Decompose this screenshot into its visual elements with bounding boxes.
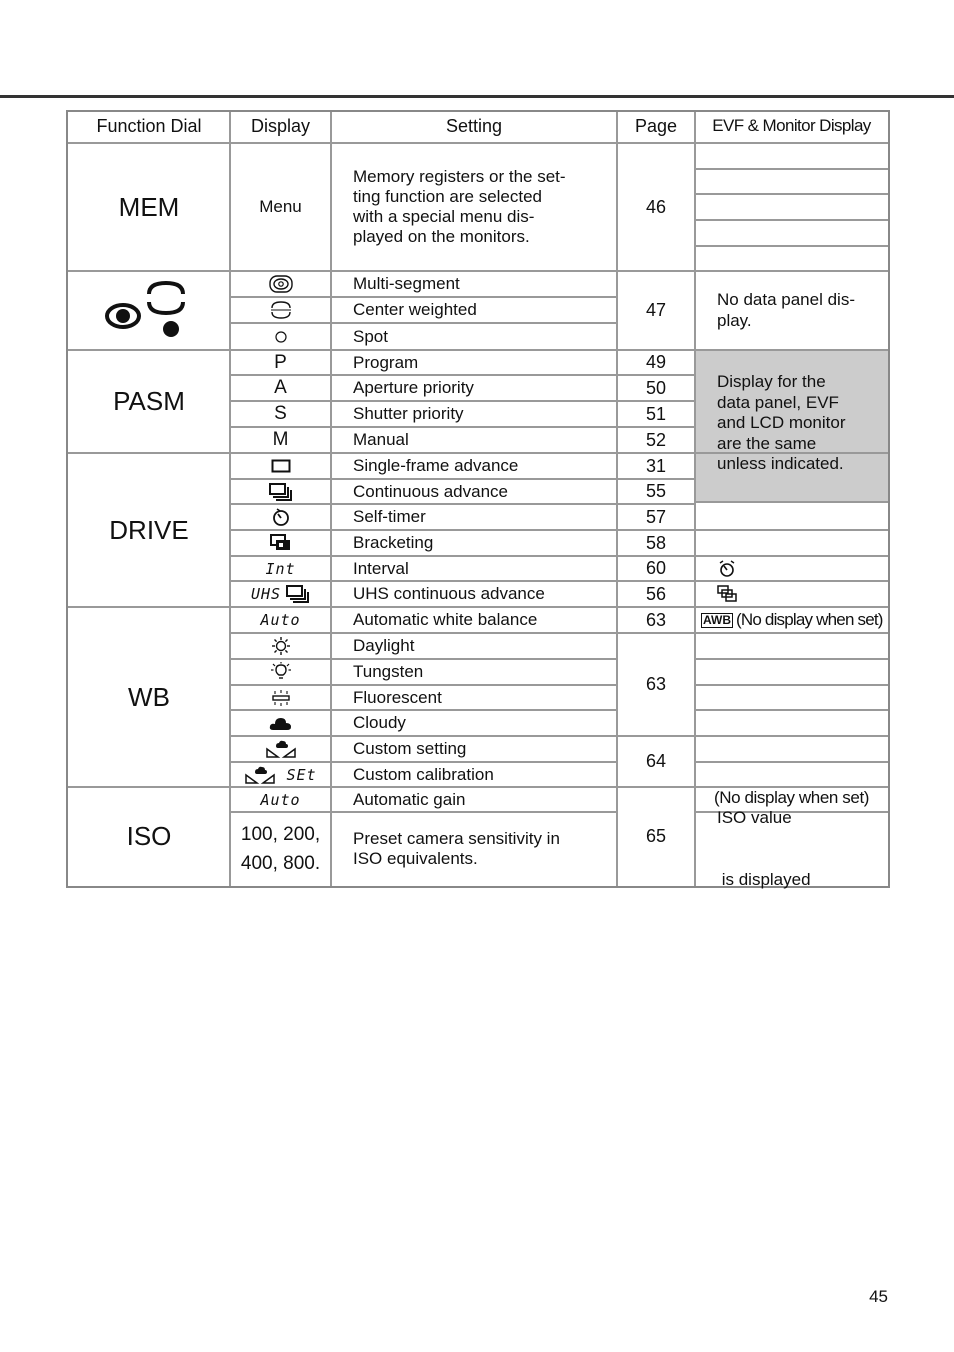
display-p: P [274,351,287,373]
setting-center-weighted: Center weighted [353,300,477,319]
evf-metering-line: play. [717,310,752,330]
daylight-icon [230,633,331,659]
bracketing-icon [230,530,331,556]
header-function-dial: Function Dial [96,116,202,136]
uhs-continuous-icon [286,585,310,603]
display-m: M [272,429,289,450]
setting-mem-line: played on the monitors. [353,227,530,246]
page-aperture: 50 [645,377,667,398]
setting-mem-line: Memory registers or the set- [353,167,566,186]
setting-single-frame: Single-frame advance [353,456,519,475]
self-timer-icon [230,504,331,530]
continuous-advance-icon [230,479,331,504]
setting-iso-presets [331,812,617,886]
display-iso-presets [230,812,331,886]
page-self-timer: 57 [645,506,667,527]
display-menu: Menu [259,197,302,216]
multi-segment-metering-icon [230,271,331,297]
display-uhs [230,581,331,607]
page-shutter: 51 [645,403,667,424]
setting-awb: Automatic white balance [353,610,538,629]
single-frame-icon [230,453,331,479]
setting-cloudy: Cloudy [353,713,406,732]
tungsten-icon [230,659,331,685]
display-custom-calibration [230,762,331,787]
header-display: Display [250,116,311,136]
display-a: A [274,377,287,398]
dial-mem: MEM [118,191,180,222]
iso-setting-line: ISO equivalents. [353,849,478,868]
display-s: S [274,403,287,424]
iso-evf-line: ISO value [717,808,792,827]
fluorescent-icon [230,685,331,710]
setting-spot: Spot [353,326,388,346]
setting-manual: Manual [353,430,409,449]
evf-metering [695,271,888,350]
spot-metering-icon [230,323,331,350]
display-iso-auto: Auto [260,790,301,809]
set-label: SEt [286,765,317,784]
evf-metering-line: No data panel dis- [717,290,855,309]
page-wb-presets: 63 [645,674,667,694]
function-dial-table [66,110,890,888]
setting-program: Program [353,352,419,372]
page-metering: 47 [645,300,667,320]
setting-bracketing: Bracketing [353,533,434,552]
setting-daylight: Daylight [353,636,415,655]
evf-shared-line: Display for the [717,372,826,391]
evf-iso-value [695,808,888,889]
dial-wb: WB [128,681,170,712]
iso-preset-line: 100, 200, [240,824,321,845]
page-mem: 46 [645,196,667,217]
setting-uhs: UHS continuous advance [353,584,545,603]
page-bracketing: 58 [645,532,667,553]
evf-shared-line: unless indicated. [717,454,844,473]
page-number: 45 [869,1287,888,1306]
page-wb-custom: 64 [645,751,667,771]
setting-continuous: Continuous advance [353,481,509,501]
custom-calibration-icon [244,766,276,784]
page-uhs: 56 [645,583,667,604]
uhs-label: UHS [250,585,282,603]
display-wb-auto: Auto [260,611,301,629]
setting-aperture: Aperture priority [353,378,474,397]
page-program: 49 [645,352,667,372]
iso-setting-line: Preset camera sensitivity in [353,829,560,848]
center-weighted-metering-icon [230,297,331,323]
setting-interval: Interval [353,558,409,578]
evf-shared-line: and LCD monitor [717,413,846,432]
dial-pasm: PASM [113,386,185,416]
awb-badge: AWB [703,612,731,627]
setting-multi-segment: Multi-segment [353,274,460,293]
page-single-frame: 31 [645,455,667,476]
page-interval: 60 [645,558,667,578]
cloudy-icon [230,710,331,736]
setting-mem [331,143,617,271]
header-page: Page [634,116,678,136]
evf-shared-line: are the same [717,433,817,453]
setting-self-timer: Self-timer [353,507,426,526]
evf-iso-auto: (No display when set) [713,788,870,807]
metering-mode-icon [104,278,194,344]
page-continuous: 55 [645,481,667,501]
dial-metering [68,271,230,350]
top-rule [0,95,954,98]
evf-shared-line: data panel, EVF [717,392,839,412]
header-setting: Setting [445,116,503,136]
uhs-evf-icon [695,581,888,607]
evf-shared-display [695,350,888,502]
setting-tungsten: Tungsten [353,662,424,681]
display-interval: Int [265,559,296,578]
interval-evf-icon [695,556,888,581]
iso-preset-line: 400, 800. [240,853,321,874]
page-manual: 52 [645,429,667,450]
evf-awb [695,607,888,633]
setting-custom: Custom setting [353,739,467,758]
setting-mem-line: ting function are selected [353,187,543,206]
setting-fluorescent: Fluorescent [353,687,442,707]
custom-setting-icon [230,736,331,762]
iso-evf-line: is displayed [717,869,811,889]
page-awb: 63 [645,609,667,630]
awb-note: (No display when set) [736,609,883,629]
page-iso: 65 [645,826,667,846]
dial-drive: DRIVE [109,514,189,545]
header-evf: EVF & Monitor Display [712,116,871,135]
dial-iso: ISO [126,821,172,851]
setting-custom-calibration: Custom calibration [353,764,494,784]
setting-mem-line: with a special menu dis- [353,207,535,226]
setting-shutter: Shutter priority [353,404,464,423]
setting-automatic-gain: Automatic gain [353,789,466,809]
